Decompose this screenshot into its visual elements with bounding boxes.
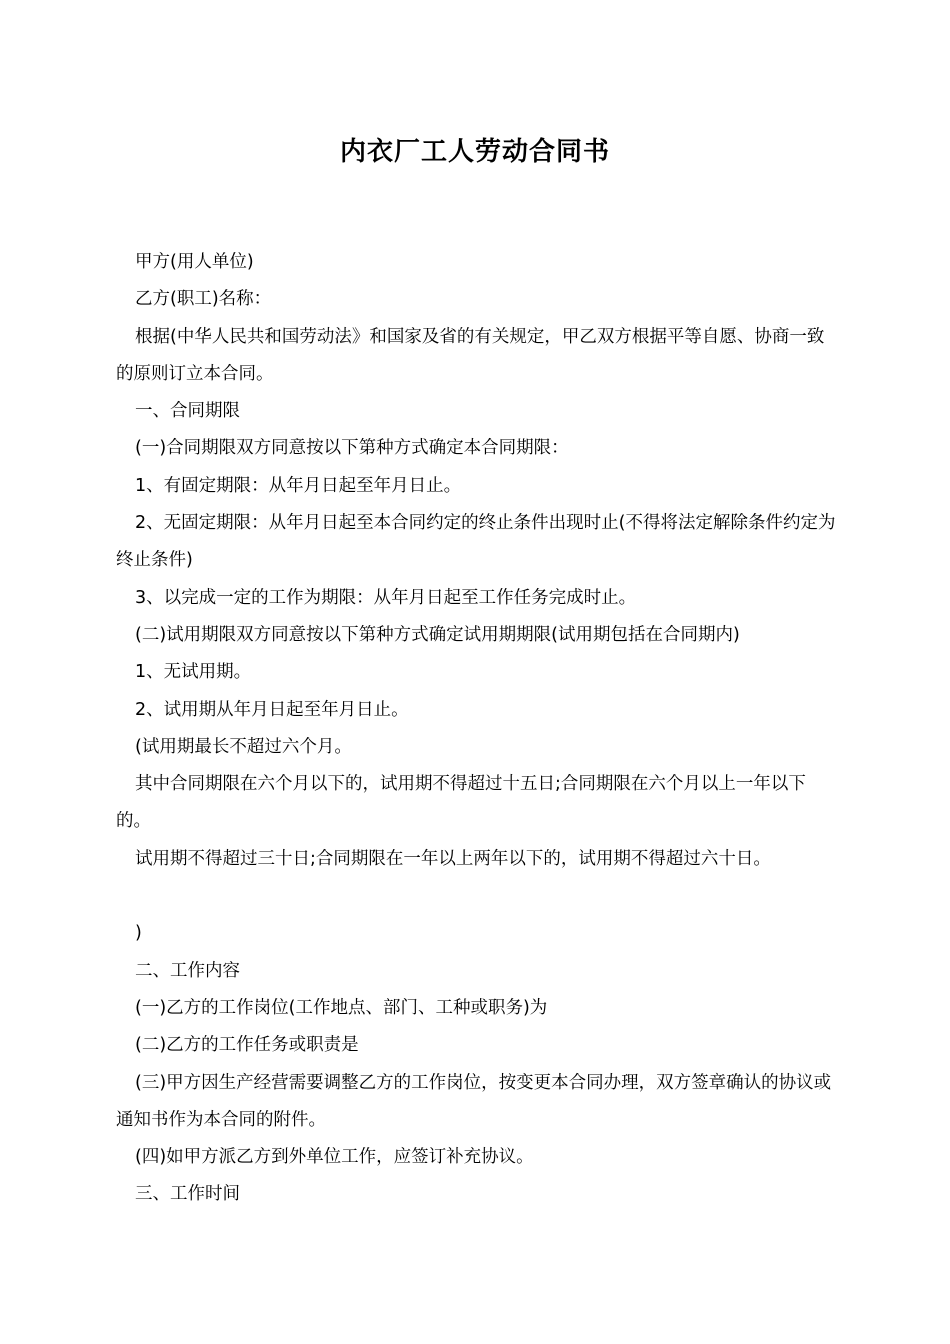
blank-line (116, 878, 838, 915)
paragraph-fixed-term: 1、有固定期限：从年月日起至年月日止。 (135, 475, 462, 496)
document-title: 内衣厂工人劳动合同书 (339, 137, 610, 167)
paragraph-open-term: 2、无固定期限：从年月日起至本合同约定的终止条件出现时止(不得将法定解除条件约定为终止条件) (116, 513, 836, 571)
paragraph-work-post: (一)乙方的工作岗位(工作地点、部门、工种或职务)为 (135, 997, 548, 1018)
paragraph-probation-period: 2、试用期从年月日起至年月日止。 (135, 699, 409, 720)
paragraph-work-duty: (二)乙方的工作任务或职责是 (135, 1035, 359, 1056)
paragraph-probation-method: (二)试用期限双方同意按以下第种方式确定试用期期限(试用期包括在合同期内) (135, 624, 740, 645)
document-body (116, 244, 838, 1214)
paragraph-post-adjustment: (三)甲方因生产经营需要调整乙方的工作岗位，按变更本合同办理，双方签章确认的协议或通知书作为本合同的附件。 (116, 1072, 832, 1130)
paragraph-term-method: (一)合同期限双方同意按以下第种方式确定本合同期限： (135, 438, 569, 459)
paragraph-probation-max: (试用期最长不超过六个月。 (135, 736, 352, 757)
paragraph-probation-rule-2: 试用期不得超过三十日;合同期限在一年以上两年以下的，试用期不得超过六十日。 (135, 848, 771, 869)
paragraph-external-assignment: (四)如甲方派乙方到外单位工作，应签订补充协议。 (135, 1147, 534, 1168)
section-heading-contract-term: 一、合同期限 (135, 401, 240, 422)
section-heading-work-time: 三、工作时间 (135, 1184, 240, 1205)
paragraph-no-probation: 1、无试用期。 (135, 662, 252, 683)
paragraph-task-term: 3、以完成一定的工作为期限：从年月日起至工作任务完成时止。 (135, 587, 637, 608)
paragraph-basis: 根据(中华人民共和国劳动法》和国家及省的有关规定，甲乙双方根据平等自愿、协商一致的原则订立本合同。 (116, 326, 825, 384)
paragraph-probation-rule-1: 其中合同期限在六个月以下的，试用期不得超过十五日;合同期限在六个月以上一年以下的。 (116, 774, 806, 832)
paragraph-party-a: 甲方(用人单位) (135, 252, 254, 272)
paragraph-party-b: 乙方(职工)名称： (135, 289, 272, 310)
paragraph-closing-paren: ) (135, 923, 142, 944)
section-heading-work-content: 二、工作内容 (135, 960, 240, 981)
